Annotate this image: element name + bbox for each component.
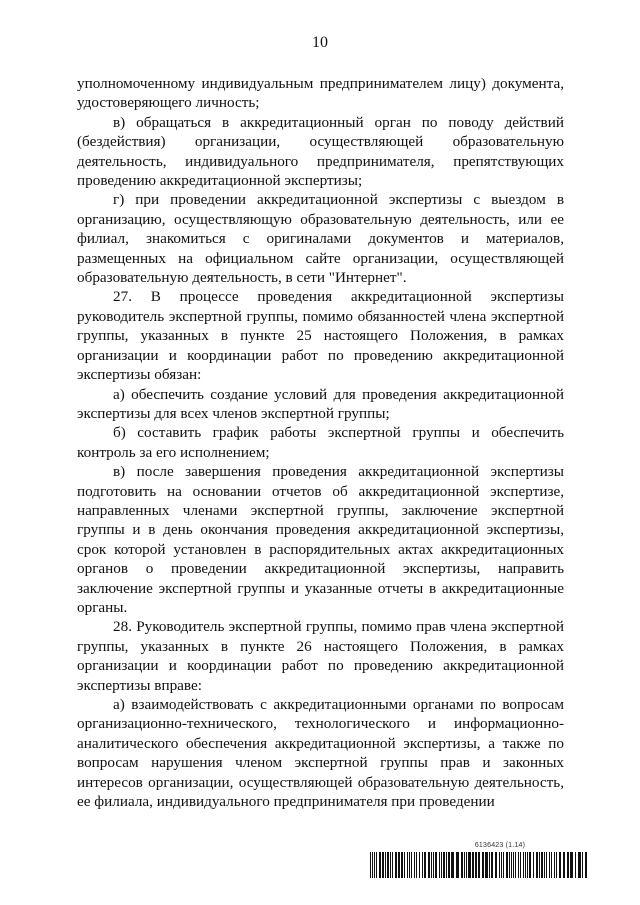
barcode-bar	[409, 852, 410, 878]
barcode-bar	[431, 852, 432, 878]
paragraph-item-v-appeal: в) обращаться в аккредитационный орган по поводу действий (бездействия) организации, осуществляющей образовательную деятельность, индивидуального предпринимателя, препятствующих проведению аккредитационной экспертизы;	[77, 113, 564, 190]
paragraph-clause-27: 27. В процессе проведения аккредитационной экспертизы руководитель экспертной группы, помимо обязанностей члена экспертной группы, указанных в пункте 25 настоящего Положения, в рамках организации и координации работ по проведению аккредитационной экспертизы обязан:	[77, 288, 564, 384]
barcode-bar	[585, 852, 587, 878]
barcode-bar	[503, 852, 504, 878]
paragraph-item-g-originals: г) при проведении аккредитационной экспертизы с выездом в организацию, осуществляющую образовательную деятельность, или ее филиал, знакомиться с оригиналами документов и материалов, размещенных на официальном сайте организации, осуществляющей образовательную деятельность, в сети "Интернет".	[77, 191, 564, 287]
barcode-bar	[563, 852, 565, 878]
barcode-bar	[533, 852, 534, 878]
barcode-bar	[382, 852, 384, 878]
barcode-bar	[527, 852, 528, 878]
barcode-bar	[433, 852, 434, 878]
barcode-bar	[407, 852, 408, 878]
barcode-bar	[428, 852, 430, 878]
barcode-bar	[482, 852, 484, 878]
barcode-bar	[536, 852, 538, 878]
barcode-bar	[411, 852, 412, 878]
barcode-bar	[549, 852, 550, 878]
barcode-bar	[376, 852, 377, 878]
barcode-bar	[372, 852, 373, 878]
barcode-bar	[495, 852, 497, 878]
barcode-bar	[544, 852, 545, 878]
barcode-bar	[379, 852, 381, 878]
barcode-bar	[539, 852, 540, 878]
barcode-bar	[416, 852, 417, 878]
barcode-bar	[468, 852, 471, 878]
barcode-bar	[374, 852, 375, 878]
barcode-bar	[385, 852, 386, 878]
barcode-bar	[446, 852, 447, 878]
barcode-bar	[546, 852, 547, 878]
barcode-bar	[392, 852, 393, 878]
barcode-bar	[556, 852, 557, 878]
barcode-bar	[559, 852, 561, 878]
document-stamp-code: 6136423 (1.14)	[474, 842, 526, 849]
paragraph-item-v-conclusion: в) после завершения проведения аккредитационной экспертизы подготовить на основании отчетов об аккредитационной экспертизе, направленных членами экспертной группы, заключение экспертной группы и в день окончания проведения аккредитационной экспертизы, срок которой установлен в распорядительных актах аккредитационных органов о проведении аккредитационной экспертизы, направить заключение экспертной группы и указанные отчеты в аккредитационные органы.	[77, 463, 564, 616]
barcode-bar	[523, 852, 524, 878]
barcode-bar	[578, 852, 581, 878]
barcode-bar	[422, 852, 423, 878]
barcode-bar	[491, 852, 493, 878]
barcode-bar	[404, 852, 405, 878]
barcode-bar	[515, 852, 516, 878]
barcode-bar	[398, 852, 400, 878]
barcode-bar	[575, 852, 576, 878]
barcode-bar	[541, 852, 543, 878]
barcode-image	[370, 852, 588, 878]
barcode-bar	[489, 852, 490, 878]
barcode-bar	[567, 852, 569, 878]
paragraph-continuation: уполномоченному индивидуальным предпринимателем лицу) документа, удостоверяющего личность;	[77, 75, 564, 112]
page-number: 10	[312, 34, 328, 51]
barcode-bar	[466, 852, 467, 878]
barcode-bar	[501, 852, 502, 878]
barcode-bar	[456, 852, 459, 878]
barcode-bar	[506, 852, 508, 878]
barcode-bar	[518, 852, 519, 878]
barcode-bar	[570, 852, 573, 878]
barcode-bar	[529, 852, 531, 878]
barcode-bar	[370, 852, 371, 878]
barcode-bar	[414, 852, 415, 878]
barcode-bar	[395, 852, 397, 878]
paragraph-item-a-interaction: а) взаимодействовать с аккредитационными органами по вопросам организационно-технического, технологического и информационно-аналитического обеспечения аккредитационной экспертизы, а также по вопросам нарушения членом экспертной группы прав и законных интересов организации, осуществляющей образовательную деятельность, ее филиала, индивидуального предпринимателя при проведении	[77, 696, 564, 811]
paragraph-clause-28: 28. Руководитель экспертной группы, помимо прав члена экспертной группы, указанных в пункте 26 настоящего Положения, в рамках организации и координации работ по проведению аккредитационной экспертизы вправе:	[77, 618, 564, 694]
barcode-bar	[390, 852, 391, 878]
barcode-bar	[387, 852, 389, 878]
barcode-bar	[435, 852, 437, 878]
barcode-bar	[554, 852, 555, 878]
barcode-bar	[472, 852, 474, 878]
barcode-bar	[443, 852, 445, 878]
barcode-bar	[520, 852, 521, 878]
barcode-bar	[424, 852, 426, 878]
barcode-bar	[509, 852, 510, 878]
barcode-bar	[464, 852, 465, 878]
barcode-bar	[485, 852, 488, 878]
barcode-bar	[551, 852, 552, 878]
barcode-bar	[499, 852, 500, 878]
paragraph-item-b-schedule: б) составить график работы экспертной группы и обеспечить контроль за его исполнением;	[77, 424, 564, 461]
barcode-bar	[441, 852, 442, 878]
barcode-bar	[439, 852, 440, 878]
barcode-bar	[478, 852, 480, 878]
barcode-bar	[513, 852, 514, 878]
barcode-bar	[582, 852, 583, 878]
barcode-bar	[511, 852, 512, 878]
barcode-bar	[448, 852, 450, 878]
barcode-bar	[419, 852, 420, 878]
paragraph-item-a-conditions: а) обеспечить создание условий для проведения аккредитационной экспертизы для всех членов экспертной группы;	[77, 385, 564, 422]
barcode-bar	[451, 852, 454, 878]
document-body	[77, 74, 564, 811]
barcode-bar	[475, 852, 477, 878]
barcode-bar	[525, 852, 526, 878]
barcode-bar	[401, 852, 403, 878]
barcode-bar	[461, 852, 463, 878]
